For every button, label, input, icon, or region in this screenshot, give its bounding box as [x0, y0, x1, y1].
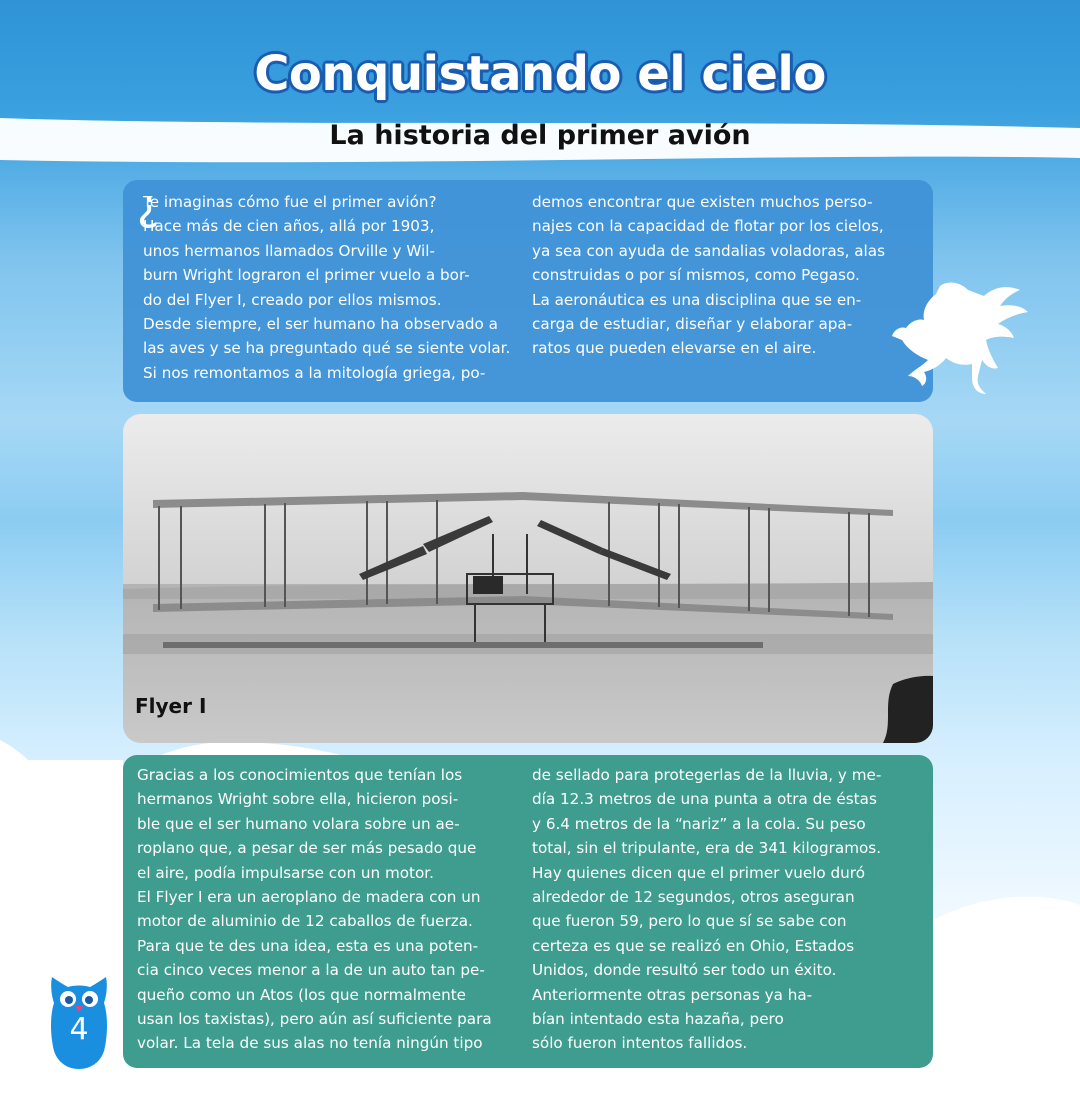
page-title: Conquistando el cielo — [254, 46, 826, 102]
flyer-photo — [123, 414, 933, 743]
inverted-question-mark: ¿ — [137, 181, 160, 230]
biplane-photo — [123, 414, 933, 743]
page-subtitle: La historia del primer avión — [329, 120, 751, 151]
body-column-2: de sellado para protegerlas de la lluvia, y me- día 12.3 metros de una punta a otra de éstas y 6.4 metros de la “nariz” a la cola. Su peso total, sin el tripulante, era de 341 kilogramos. Hay quienes dicen que el primer vuelo duró alrededor de 12 segundos, otros aseguran que fueron 59, pero lo que sí se sabe con certeza es que se realizó en Ohio, Estados Unidos, donde resultó ser todo un éxito. Anteriormente otras personas ya ha- bían intentado esta hazaña, pero sólo fueron intentos fallidos. — [532, 766, 882, 1053]
intro-text-box — [123, 180, 933, 402]
cloud-bottom — [0, 1068, 1080, 1118]
body-text-box — [123, 755, 933, 1068]
body-column-1: Gracias a los conocimientos que tenían los hermanos Wright sobre ella, hicieron posi- ble que el ser humano volara sobre un ae- roplano que, a pesar de ser más pesado que el aire, podía impulsarse con un motor. El Flyer I era un aeroplano de madera con un motor de aluminio de 12 caballos de fuerza. Para que te des una idea, esta es una poten- cia cinco veces menor a la de un auto tan pe- queño como un Atos (los que normalmente usan los taxistas), pero aún así suficiente para volar. La tela de sus alas no tenía ningún tipo — [137, 766, 492, 1053]
photo-caption: Flyer I — [135, 694, 207, 718]
pegasus-icon — [888, 278, 1033, 396]
intro-column-2: demos encontrar que existen muchos perso- najes con la capacidad de flotar por los cielos, ya sea con ayuda de sandalias voladoras, alas construidas o por sí mismos, como Pegaso. La aeronáutica es una disciplina que se en- carga de estudiar, diseñar y elaborar apa- ratos que pueden elevarse en el aire. — [532, 193, 885, 358]
page-number: 4 — [69, 1012, 89, 1047]
intro-column-1: Te imaginas cómo fue el primer avión? Hace más de cien años, allá por 1903, unos hermanos llamados Orville y Wil- burn Wright lograron el primer vuelo a bor- do del Flyer I, creado por ellos mismos. Desde siempre, el ser humano ha observado a las aves y se ha preguntado qué se siente volar. Si nos remontamos a la mitología griega, po- — [143, 193, 511, 382]
